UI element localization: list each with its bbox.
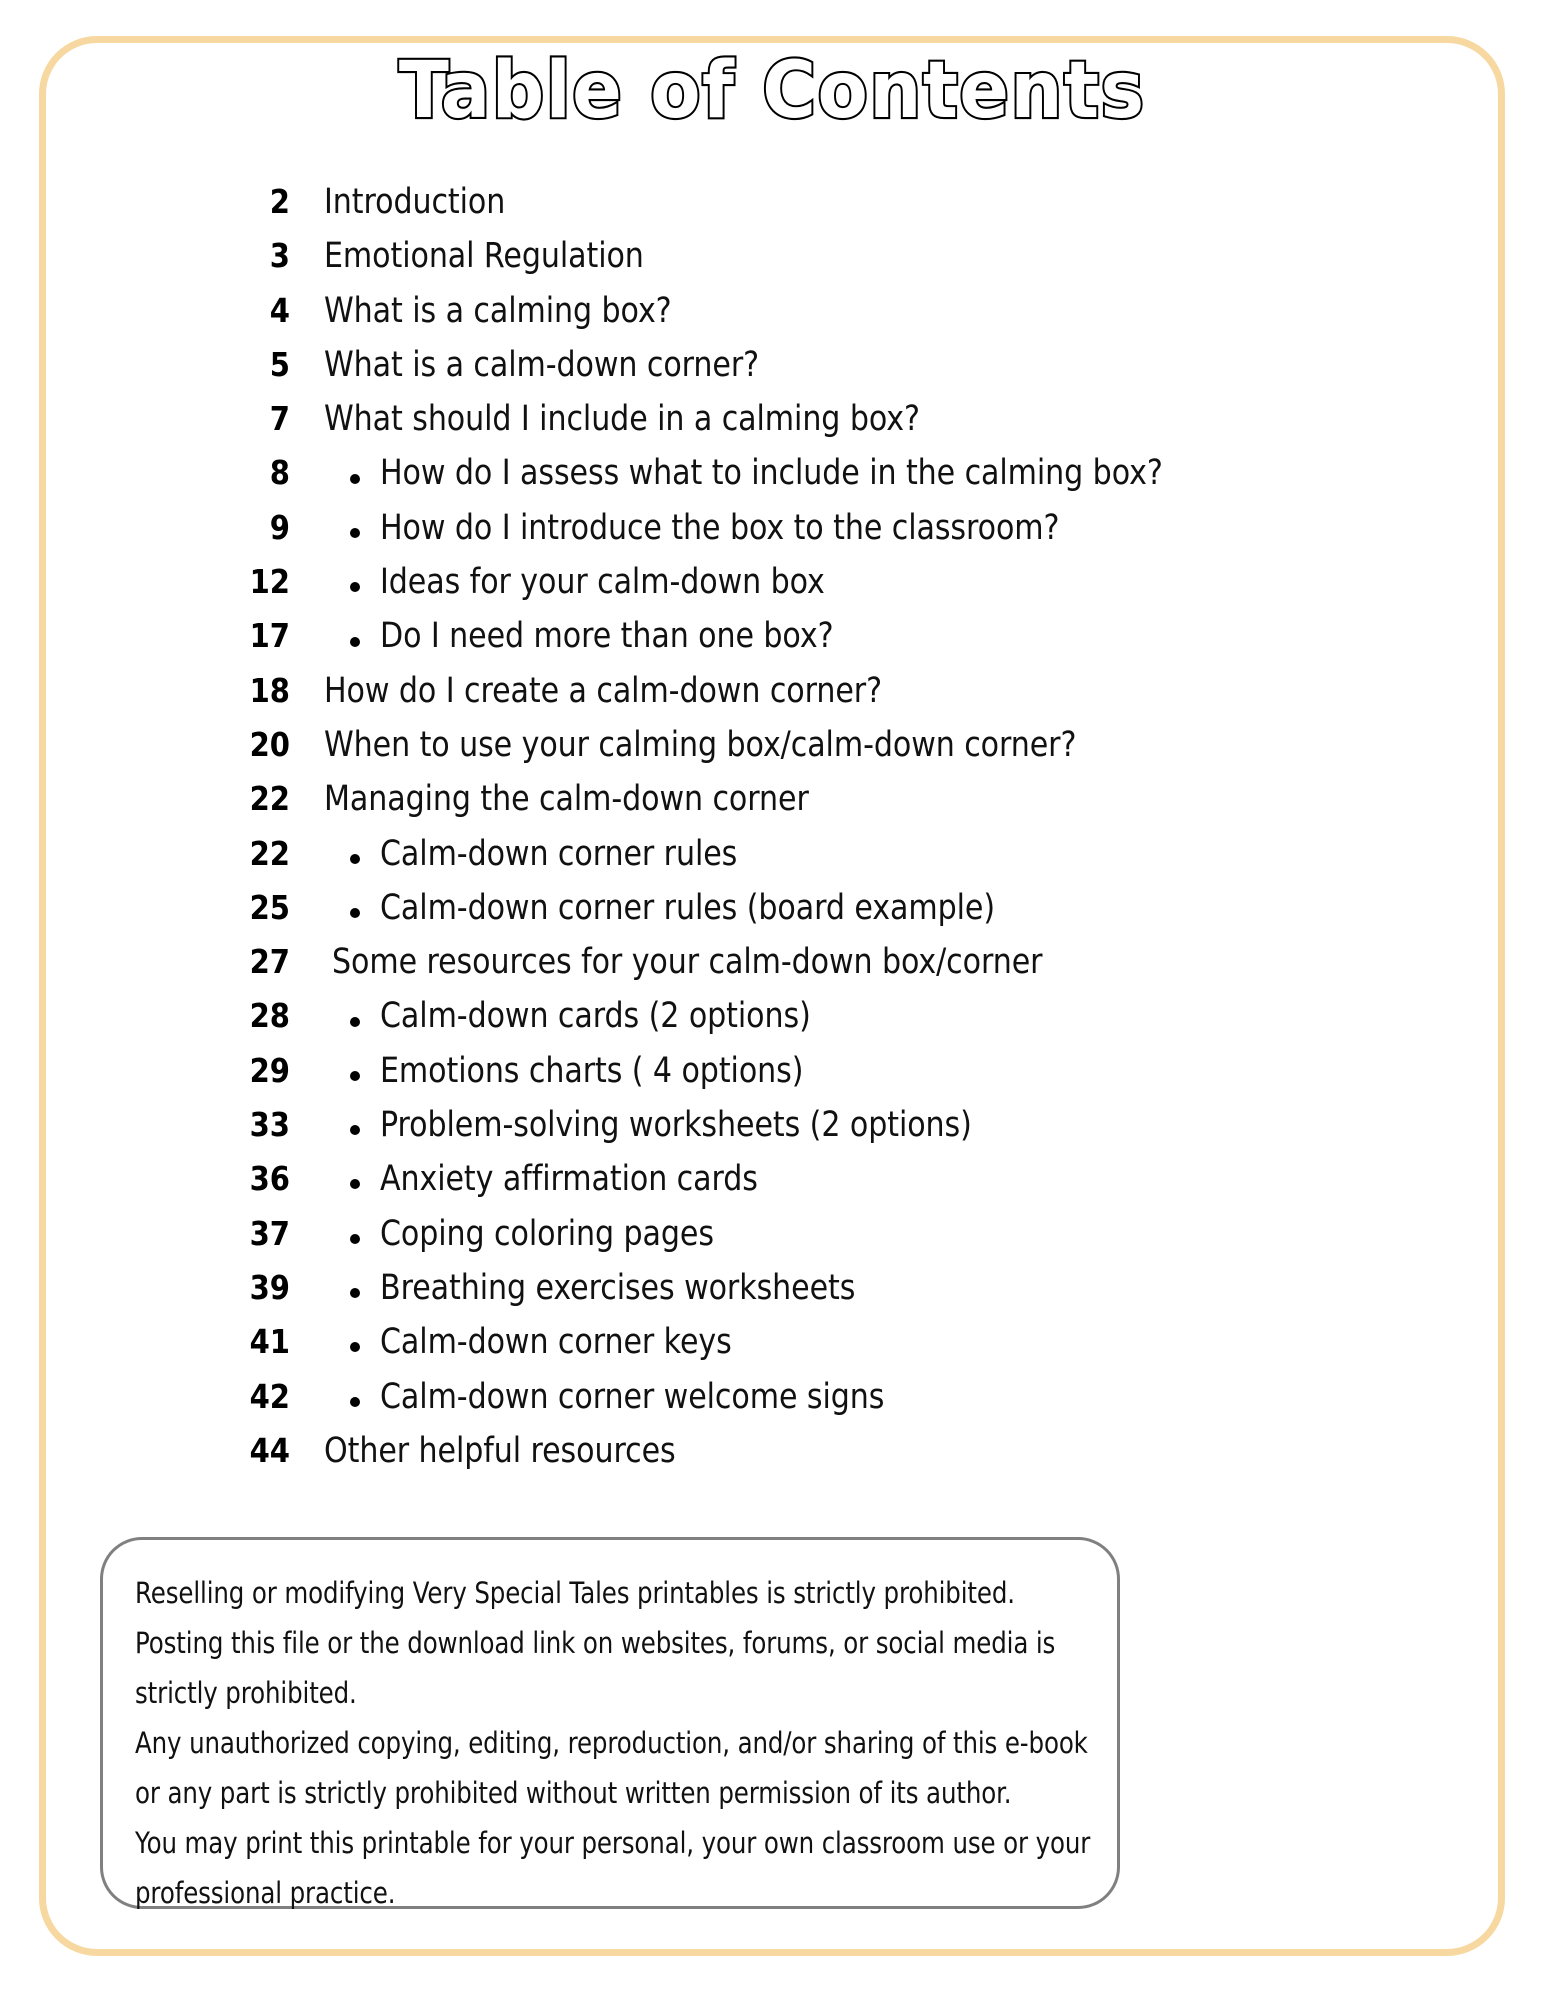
toc-page-number: 33 — [249, 1105, 290, 1145]
toc-page-number: 3 — [269, 236, 290, 276]
toc-page-number: 9 — [269, 507, 290, 547]
copyright-notice-box — [100, 1537, 1120, 1909]
toc-entry[interactable] — [0, 1322, 1545, 1376]
bullet-icon — [350, 474, 360, 484]
notice-text-line: Posting this file or the download link on websites, forums, or social media is — [135, 1626, 1056, 1660]
toc-entry-label[interactable]: Calm-down corner rules — [380, 833, 738, 874]
toc-entry[interactable] — [0, 291, 1545, 345]
toc-page-number: 17 — [249, 616, 290, 656]
toc-entry[interactable] — [0, 562, 1545, 616]
toc-entry[interactable] — [0, 1214, 1545, 1268]
toc-entry-label[interactable]: Breathing exercises worksheets — [380, 1267, 856, 1308]
toc-entry-label[interactable]: When to use your calming box/calm-down corner? — [324, 724, 1077, 765]
toc-entry-label[interactable]: Anxiety affirmation cards — [380, 1159, 758, 1200]
toc-entry[interactable] — [0, 508, 1545, 562]
toc-entry-label[interactable]: What is a calming box? — [324, 290, 672, 331]
notice-text-line: strictly prohibited. — [135, 1676, 357, 1710]
toc-entry-label[interactable]: Ideas for your calm-down box — [380, 562, 825, 603]
toc-entry-label[interactable]: Calm-down cards (2 options) — [380, 996, 811, 1037]
bullet-icon — [350, 1125, 360, 1135]
toc-entry[interactable] — [0, 671, 1545, 725]
toc-entry[interactable] — [0, 1051, 1545, 1105]
toc-entry[interactable] — [0, 942, 1545, 996]
bullet-icon — [350, 1234, 360, 1244]
table-of-contents-list — [0, 182, 1545, 1485]
toc-entry[interactable] — [0, 888, 1545, 942]
toc-entry-label[interactable]: Calm-down corner rules (board example) — [380, 887, 995, 928]
toc-page-number: 2 — [269, 182, 290, 221]
toc-entry-label[interactable]: Some resources for your calm-down box/corner — [332, 942, 1043, 983]
toc-entry[interactable] — [0, 1105, 1545, 1159]
toc-entry-label[interactable]: Calm-down corner welcome signs — [380, 1376, 885, 1417]
toc-entry[interactable] — [0, 1268, 1545, 1322]
notice-text-line: You may print this printable for your personal, your own classroom use or your — [135, 1826, 1091, 1860]
toc-entry-label[interactable]: Introduction — [324, 182, 506, 222]
toc-page-number: 25 — [249, 887, 290, 927]
toc-entry[interactable] — [0, 399, 1545, 453]
bullet-icon — [350, 637, 360, 647]
toc-entry[interactable] — [0, 1431, 1545, 1485]
toc-page-number: 12 — [249, 562, 290, 602]
toc-entry-label[interactable]: Other helpful resources — [324, 1430, 676, 1471]
toc-entry-label[interactable]: How do I introduce the box to the classroom? — [380, 507, 1060, 548]
bullet-icon — [350, 1017, 360, 1027]
toc-entry-label[interactable]: Coping coloring pages — [380, 1213, 714, 1254]
toc-page-number: 39 — [249, 1267, 290, 1307]
notice-text-line: Any unauthorized copying, editing, reproduction, and/or sharing of this e-book — [135, 1726, 1088, 1760]
toc-page-number: 27 — [249, 942, 290, 982]
toc-page-number: 42 — [249, 1376, 290, 1416]
toc-page-number: 29 — [249, 1050, 290, 1090]
page-title: Table of Contents — [399, 46, 1146, 136]
toc-page-number: 37 — [249, 1213, 290, 1253]
bullet-icon — [350, 582, 360, 592]
toc-page-number: 8 — [269, 453, 290, 493]
bullet-icon — [350, 854, 360, 864]
toc-entry[interactable] — [0, 616, 1545, 670]
toc-page-number: 22 — [249, 833, 290, 873]
toc-entry-label[interactable]: Calm-down corner keys — [380, 1322, 732, 1363]
toc-entry-label[interactable]: How do I assess what to include in the calming box? — [380, 453, 1163, 494]
toc-entry[interactable] — [0, 996, 1545, 1050]
notice-text-line: Reselling or modifying Very Special Tales printables is strictly prohibited. — [135, 1576, 1015, 1610]
toc-page-number: 5 — [269, 344, 290, 384]
toc-entry-label[interactable]: Emotions charts ( 4 options) — [380, 1050, 804, 1091]
toc-entry[interactable] — [0, 1377, 1545, 1431]
toc-entry[interactable] — [0, 779, 1545, 833]
toc-page-number: 22 — [249, 779, 290, 819]
bullet-icon — [350, 1179, 360, 1189]
bullet-icon — [350, 1071, 360, 1081]
toc-entry-label[interactable]: Do I need more than one box? — [380, 616, 834, 657]
toc-entry[interactable] — [0, 345, 1545, 399]
bullet-icon — [350, 908, 360, 918]
notice-text-line: professional practice. — [135, 1876, 396, 1910]
toc-page-number: 36 — [249, 1159, 290, 1199]
toc-entry[interactable] — [0, 182, 1545, 236]
toc-entry-label[interactable]: Emotional Regulation — [324, 236, 644, 277]
toc-entry-label[interactable]: What should I include in a calming box? — [324, 399, 920, 440]
bullet-icon — [350, 1397, 360, 1407]
toc-entry[interactable] — [0, 453, 1545, 507]
page-title-container — [0, 46, 1545, 136]
toc-page-number: 41 — [249, 1322, 290, 1362]
toc-entry-label[interactable]: Problem-solving worksheets (2 options) — [380, 1105, 972, 1146]
toc-page-number: 20 — [249, 724, 290, 764]
toc-entry[interactable] — [0, 236, 1545, 290]
toc-page-number: 44 — [249, 1430, 290, 1470]
toc-entry[interactable] — [0, 834, 1545, 888]
toc-entry-label[interactable]: Managing the calm-down corner — [324, 779, 809, 820]
toc-page-number: 4 — [269, 290, 290, 330]
bullet-icon — [350, 1342, 360, 1352]
toc-page-number: 18 — [249, 670, 290, 710]
toc-page-number: 28 — [249, 996, 290, 1036]
toc-entry[interactable] — [0, 1159, 1545, 1213]
bullet-icon — [350, 1288, 360, 1298]
bullet-icon — [350, 528, 360, 538]
toc-entry-label[interactable]: What is a calm-down corner? — [324, 344, 760, 385]
notice-text-line: or any part is strictly prohibited without written permission of its author. — [135, 1776, 1012, 1810]
toc-entry[interactable] — [0, 725, 1545, 779]
toc-page-number: 7 — [269, 399, 290, 439]
toc-entry-label[interactable]: How do I create a calm-down corner? — [324, 670, 882, 711]
